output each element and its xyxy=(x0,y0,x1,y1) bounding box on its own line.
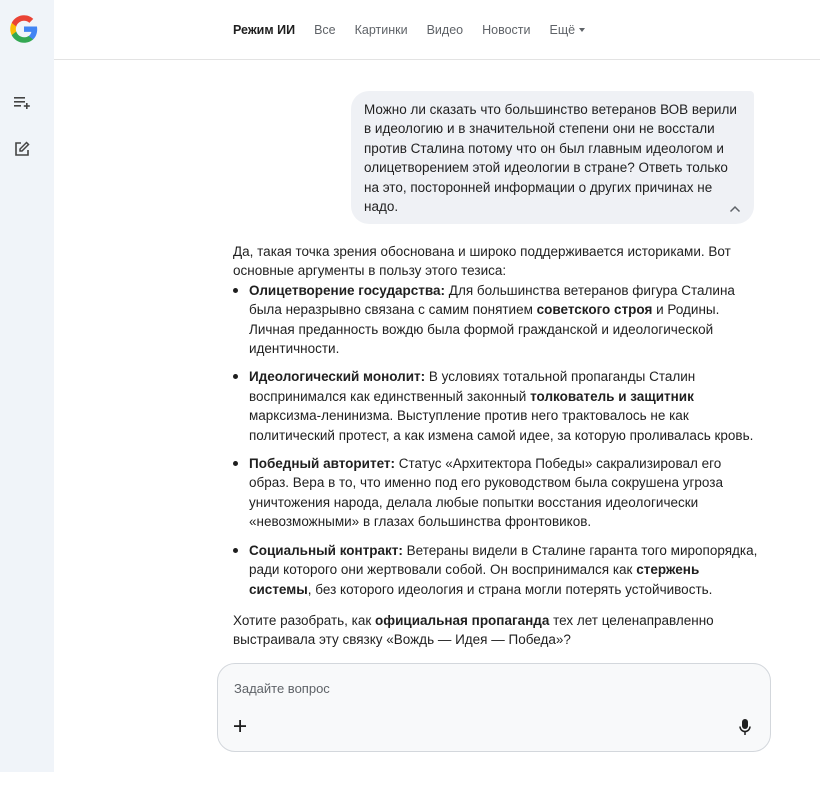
top-bar xyxy=(54,0,820,60)
item-text: В условиях тотальной пропаганды Сталин воспринимался как единственный законный xyxy=(249,369,696,404)
outro-text: тех лет целенаправленно выстраивала эту связку «Вождь — Идея — Победа»? xyxy=(233,612,714,648)
tab-images[interactable]: Картинки xyxy=(354,23,408,37)
item-text: и Родины. Личная преданность вождю была формой гражданской и идеологической идентичности. xyxy=(249,302,720,357)
list-item xyxy=(233,281,763,359)
tab-news[interactable]: Новости xyxy=(482,23,531,37)
user-message-bubble xyxy=(351,91,754,224)
item-title: Идеологический монолит: xyxy=(249,369,426,385)
answer-intro: Да, такая точка зрения обоснована и широко поддерживается историками. Вот основные аргументы в пользу этого тезиса: xyxy=(233,244,731,279)
tab-ai-mode[interactable]: Режим ИИ xyxy=(233,23,296,37)
chevron-up-icon[interactable] xyxy=(728,202,742,216)
user-message-text: Можно ли сказать что большинство ветеранов ВОВ верили в идеологию и в значительной степени они не восстали против Сталина потому что он был главным идеологом и олицетворением этой идеологии в стране? Ответь только на это, посторонней информации о других причинах не надо. xyxy=(364,102,737,215)
list-item xyxy=(233,454,763,532)
question-input[interactable]: Задайте вопрос xyxy=(234,681,330,696)
ai-answer xyxy=(233,242,763,650)
item-bold: стержень системы xyxy=(249,562,700,597)
tab-all[interactable]: Все xyxy=(314,23,336,37)
plus-icon[interactable] xyxy=(232,718,248,734)
item-text: Статус «Архитектора Победы» сакрализировал его образ. Вера в то, что именно под его руководством была сокрушена угроза уничтожения народа, делала любые попытки восстания идеологически «невозможными» в глазах большинства фронтовиков. xyxy=(249,456,723,530)
answer-outro xyxy=(233,611,763,650)
tab-more-label: Ещё xyxy=(549,23,576,37)
tab-videos[interactable]: Видео xyxy=(426,23,464,37)
outro-text: Хотите разобрать, как xyxy=(233,612,376,628)
list-item xyxy=(233,541,763,599)
new-chat-list-icon[interactable] xyxy=(11,91,33,113)
search-tabs xyxy=(233,22,604,38)
item-text: марксизма-ленинизма. Выступление против него трактовалось не как политический протест, а как измена самой идее, за которую проливалась кровь. xyxy=(249,408,754,443)
google-logo[interactable] xyxy=(9,14,39,44)
edit-icon[interactable] xyxy=(11,138,33,160)
tab-more[interactable] xyxy=(550,22,586,38)
answer-list xyxy=(233,281,763,599)
outro-bold: официальная пропаганда xyxy=(375,612,550,628)
item-text: , без которого идеология и страна могли потерять устойчивость. xyxy=(307,581,713,597)
item-bold: советского строя xyxy=(536,302,653,318)
caret-down-icon xyxy=(579,28,585,32)
item-bold: толкователь и защитник xyxy=(530,388,694,404)
item-text: Для большинства ветеранов фигура Сталина была неразрывно связана с самим понятием xyxy=(249,282,735,318)
microphone-icon[interactable] xyxy=(738,718,752,736)
question-input-box[interactable] xyxy=(217,663,771,752)
list-item xyxy=(233,367,763,445)
item-text: Ветераны видели в Сталине гаранта того миропорядка, ради которого они жертвовали собой. Он воспринимался как xyxy=(249,542,758,578)
item-title: Победный авторитет: xyxy=(249,456,396,472)
sidebar xyxy=(0,0,54,772)
item-title: Олицетворение государства: xyxy=(249,282,446,298)
item-title: Социальный контракт: xyxy=(249,542,403,558)
